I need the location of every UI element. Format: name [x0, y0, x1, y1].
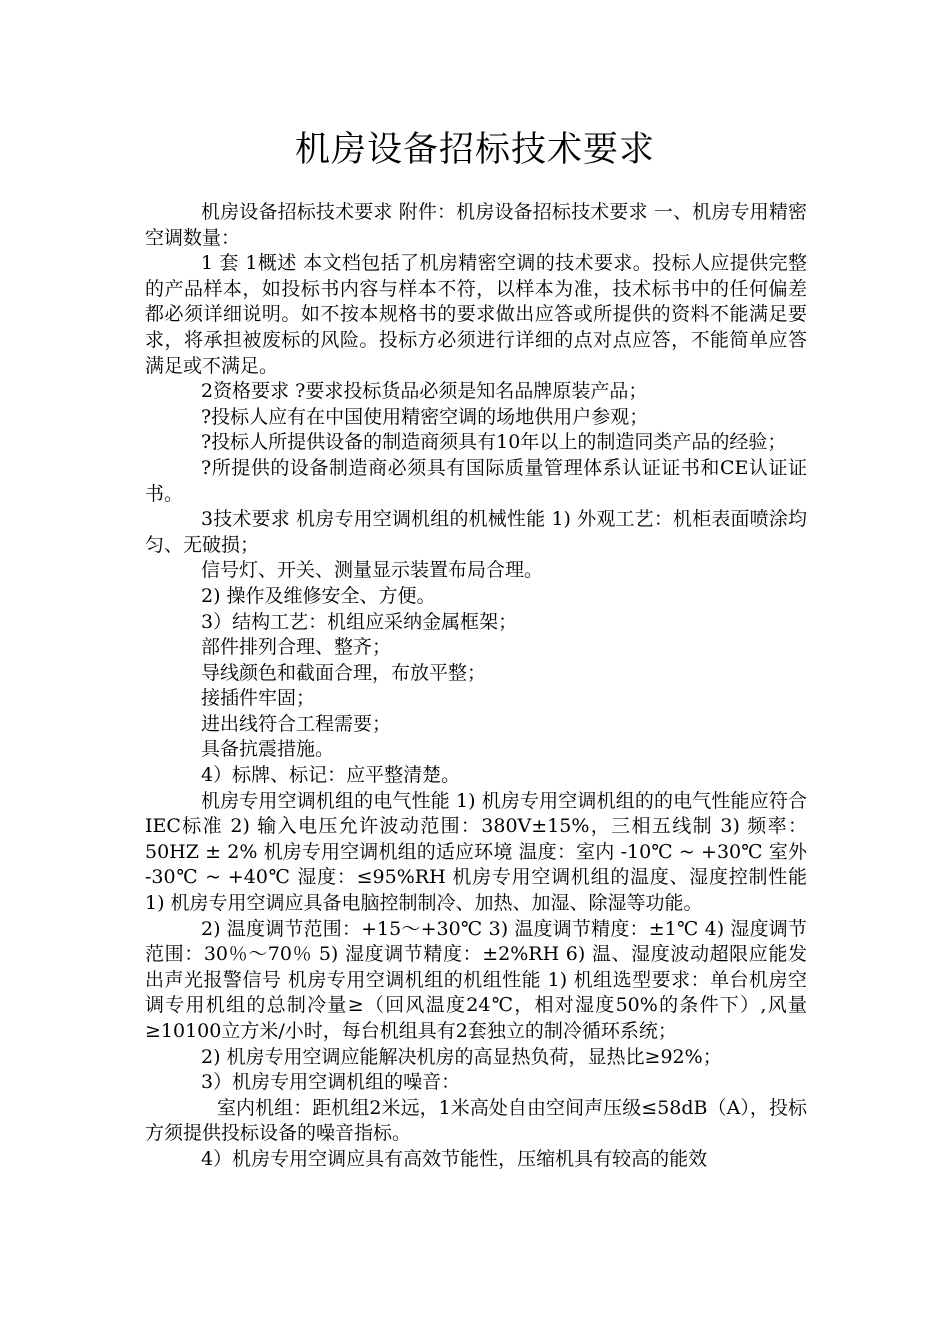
paragraph: 接插件牢固；	[201, 687, 316, 710]
paragraph: 进出线符合工程需要；	[201, 712, 392, 735]
paragraph: ?投标人所提供设备的制造商须具有10年以上的制造同类产品的经验；	[201, 431, 787, 454]
paragraph: 室内机组：距机组2米远，1米高处自由空间声压级≤58dB（A），投标方须提供投标设备的噪音指标。	[145, 1096, 807, 1145]
paragraph: 2) 操作及维修安全、方便。	[201, 584, 436, 607]
paragraph: 2资格要求 ?要求投标货品必须是知名品牌原装产品；	[201, 380, 648, 403]
paragraph: 机房设备招标技术要求 附件：机房设备招标技术要求 一、机房专用精密空调数量：	[145, 201, 807, 249]
paragraph: 机房专用空调机组的电气性能 1) 机房专用空调机组的的电气性能应符合IEC标准 2) 输入电压允许波动范围：380V±15%，三相五线制 3) 频率：50HZ ± 2% 机房专用空调机组的适应环境 温度：室内 -10℃ ~ +30℃ 室外 -30℃ ~ +40℃ 湿度：≤95%RH 机房专用空调机组的温度、湿度控制性能 1) 机房专用空调应具备电脑控制制冷、加热、加湿、除湿等功能。	[145, 789, 807, 915]
paragraph: 3）结构工艺：机组应采纳金属框架；	[201, 610, 518, 633]
paragraph: 1 套 1概述 本文档包括了机房精密空调的技术要求。投标人应提供完整的产品样本，如投标书内容与样本不符，以样本为准，技术标书中的任何偏差都必须详细说明。如不按本规格书的要求做出应答或所提供的资料不能满足要求，将承担被废标的风险。投标方必须进行详细的点对点应答，不能简单应答满足或不满足。	[145, 252, 807, 377]
paragraph: 4）机房专用空调应具有高效节能性，压缩机具有较高的能效	[201, 1147, 708, 1170]
document-title: 机房设备招标技术要求	[294, 130, 655, 170]
paragraph: 导线颜色和截面合理，布放平整；	[201, 661, 487, 684]
paragraph: 2) 机房专用空调应能解决机房的高显热负荷，显热比≥92%；	[201, 1045, 722, 1068]
paragraph: 具备抗震措施。	[201, 738, 335, 761]
paragraph: 3）机房专用空调机组的噪音：	[201, 1071, 461, 1094]
paragraph: 部件排列合理、整齐；	[201, 636, 392, 659]
paragraph: ?投标人应有在中国使用精密空调的场地供用户参观；	[201, 405, 649, 428]
paragraph: 2) 温度调节范围：+15～+30℃ 3) 温度调节精度：±1℃ 4) 湿度调节范围：30％～70％ 5) 湿度调节精度：±2%RH 6) 温、湿度波动超限应能发出声光报警信号 机房专用空调机组的机组性能 1) 机组选型要求：单台机房空调专用机组的总制冷量≥（回风温度24℃，相对湿度50%的条件下）,风量≥10100立方米/小时，每台机组具有2套独立的制冷循环系统；	[145, 917, 807, 1042]
document-body	[145, 200, 807, 1173]
paragraph: 3技术要求 机房专用空调机组的机械性能 1) 外观工艺：机柜表面喷涂均匀、无破损；	[145, 508, 807, 556]
paragraph: ?所提供的设备制造商必须具有国际质量管理体系认证证书和CE认证证书。	[145, 456, 807, 505]
paragraph: 4）标牌、标记：应平整清楚。	[201, 764, 461, 787]
paragraph: 信号灯、开关、测量显示装置布局合理。	[201, 559, 544, 582]
